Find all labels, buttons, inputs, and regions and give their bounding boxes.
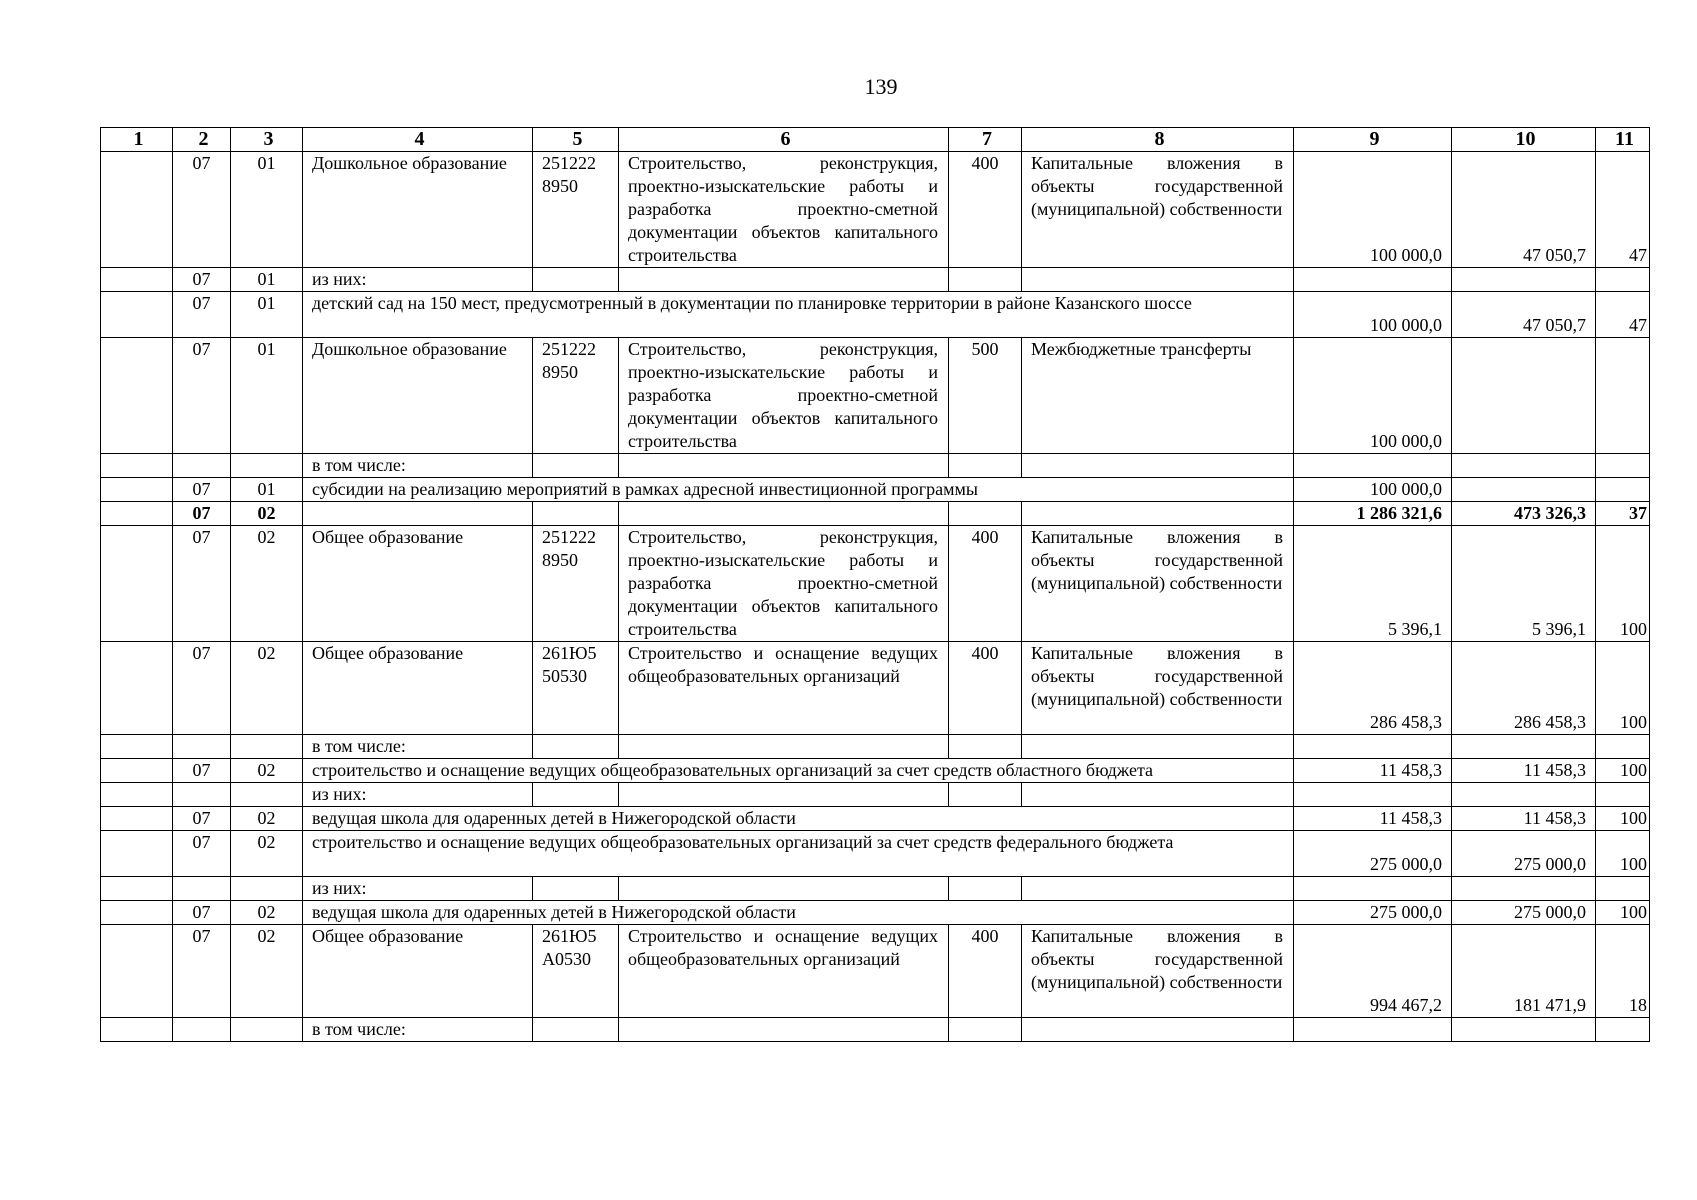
cell-subsection: 02 [231, 925, 303, 1018]
cell-purpose [619, 268, 949, 292]
cell-plan: 275 000,0 [1294, 901, 1452, 925]
cell-type-code: 400 [949, 526, 1022, 642]
header-row [101, 128, 1650, 152]
cell-actual: 11 458,3 [1452, 759, 1596, 783]
cell-type-code [949, 877, 1022, 901]
cell-purpose: Строительство, реконструкция, проектно-изыскательские работы и разработка проектно-сметной документации объектов капитального строительства [619, 152, 949, 268]
cell-subsection: 02 [231, 502, 303, 526]
cell-actual [1452, 1018, 1596, 1042]
header-cell: 5 [533, 128, 619, 152]
table-row [101, 338, 1650, 454]
cell-plan: 100 000,0 [1294, 292, 1452, 338]
cell-type-code [949, 502, 1022, 526]
cell-type-code [949, 1018, 1022, 1042]
cell-percent [1596, 877, 1650, 901]
cell-section: 07 [173, 268, 231, 292]
cell-1 [101, 292, 173, 338]
cell-type-name: Капитальные вложения в объекты государственной (муниципальной) собственности [1022, 925, 1294, 1018]
cell-code [533, 877, 619, 901]
cell-subsection [231, 783, 303, 807]
table-row [101, 1018, 1650, 1042]
cell-percent: 100 [1596, 831, 1650, 877]
cell-code [533, 268, 619, 292]
cell-percent: 37 [1596, 502, 1650, 526]
table-row [101, 783, 1650, 807]
cell-subsection: 02 [231, 807, 303, 831]
subtotal-row [101, 502, 1650, 526]
cell-section: 07 [173, 478, 231, 502]
cell-section: 07 [173, 526, 231, 642]
cell-percent: 100 [1596, 901, 1650, 925]
table-row [101, 901, 1650, 925]
cell-actual [1452, 783, 1596, 807]
cell-type-name: Межбюджетные трансферты [1022, 338, 1294, 454]
cell-section: 07 [173, 292, 231, 338]
cell-subsection: 01 [231, 152, 303, 268]
cell-plan: 11 458,3 [1294, 807, 1452, 831]
cell-type-name [1022, 783, 1294, 807]
cell-type-code [949, 735, 1022, 759]
cell-purpose [619, 454, 949, 478]
cell-percent [1596, 268, 1650, 292]
cell-actual: 47 050,7 [1452, 152, 1596, 268]
cell-plan [1294, 268, 1452, 292]
table-row [101, 925, 1650, 1018]
table-row [101, 642, 1650, 735]
cell-1 [101, 1018, 173, 1042]
cell-name: Общее образование [303, 526, 533, 642]
cell-type-name: Капитальные вложения в объекты государственной (муниципальной) собственности [1022, 152, 1294, 268]
cell-object-name: строительство и оснащение ведущих общеобразовательных организаций за счет средств областного бюджета [303, 759, 1294, 783]
cell-actual: 181 471,9 [1452, 925, 1596, 1018]
header-cell: 9 [1294, 128, 1452, 152]
cell-name: в том числе: [303, 454, 533, 478]
cell-name: в том числе: [303, 1018, 533, 1042]
cell-section [173, 783, 231, 807]
cell-1 [101, 759, 173, 783]
cell-code: 261Ю5 50530 [533, 642, 619, 735]
cell-purpose: Строительство, реконструкция, проектно-изыскательские работы и разработка проектно-сметной документации объектов капитального строительства [619, 526, 949, 642]
cell-percent [1596, 783, 1650, 807]
cell-type-code: 400 [949, 152, 1022, 268]
header-cell: 11 [1596, 128, 1650, 152]
cell-purpose: Строительство и оснащение ведущих общеобразовательных организаций [619, 925, 949, 1018]
cell-type-name [1022, 877, 1294, 901]
cell-name: из них: [303, 877, 533, 901]
header-cell: 7 [949, 128, 1022, 152]
cell-code [533, 454, 619, 478]
cell-code: 251222 8950 [533, 526, 619, 642]
cell-section [173, 877, 231, 901]
cell-section: 07 [173, 642, 231, 735]
cell-code [533, 502, 619, 526]
cell-type-code [949, 783, 1022, 807]
cell-actual: 11 458,3 [1452, 807, 1596, 831]
table-row [101, 268, 1650, 292]
cell-subsection: 02 [231, 831, 303, 877]
cell-type-name [1022, 1018, 1294, 1042]
cell-subsection [231, 1018, 303, 1042]
cell-name: Общее образование [303, 642, 533, 735]
cell-subsection: 02 [231, 901, 303, 925]
cell-1 [101, 783, 173, 807]
table-row [101, 292, 1650, 338]
header-cell: 2 [173, 128, 231, 152]
cell-1 [101, 502, 173, 526]
cell-type-name [1022, 502, 1294, 526]
cell-section: 07 [173, 502, 231, 526]
cell-actual [1452, 268, 1596, 292]
cell-purpose [619, 735, 949, 759]
header-cell: 3 [231, 128, 303, 152]
table-row [101, 877, 1650, 901]
cell-subsection [231, 735, 303, 759]
cell-plan: 100 000,0 [1294, 338, 1452, 454]
cell-subsection: 01 [231, 338, 303, 454]
cell-section: 07 [173, 925, 231, 1018]
cell-type-code [949, 268, 1022, 292]
cell-plan: 5 396,1 [1294, 526, 1452, 642]
cell-percent: 18 [1596, 925, 1650, 1018]
table-row [101, 152, 1650, 268]
cell-purpose [619, 877, 949, 901]
cell-name: Общее образование [303, 925, 533, 1018]
cell-section: 07 [173, 831, 231, 877]
table-row [101, 526, 1650, 642]
cell-1 [101, 478, 173, 502]
cell-subsection [231, 454, 303, 478]
cell-type-name [1022, 454, 1294, 478]
cell-object-name: ведущая школа для одаренных детей в Нижегородской области [303, 807, 1294, 831]
table-row [101, 759, 1650, 783]
cell-section: 07 [173, 807, 231, 831]
header-cell: 4 [303, 128, 533, 152]
cell-percent [1596, 1018, 1650, 1042]
cell-actual [1452, 478, 1596, 502]
cell-subsection [231, 877, 303, 901]
cell-plan [1294, 877, 1452, 901]
table-row [101, 831, 1650, 877]
cell-subsection: 02 [231, 759, 303, 783]
cell-plan [1294, 454, 1452, 478]
cell-name [303, 502, 533, 526]
cell-1 [101, 642, 173, 735]
cell-actual: 5 396,1 [1452, 526, 1596, 642]
cell-actual: 47 050,7 [1452, 292, 1596, 338]
cell-actual: 275 000,0 [1452, 901, 1596, 925]
cell-actual: 275 000,0 [1452, 831, 1596, 877]
cell-1 [101, 338, 173, 454]
cell-object-name: субсидии на реализацию мероприятий в рамках адресной инвестиционной программы [303, 478, 1294, 502]
cell-code: 261Ю5 А0530 [533, 925, 619, 1018]
cell-1 [101, 454, 173, 478]
cell-plan: 100 000,0 [1294, 152, 1452, 268]
cell-actual [1452, 338, 1596, 454]
cell-plan [1294, 735, 1452, 759]
cell-purpose [619, 1018, 949, 1042]
cell-section [173, 735, 231, 759]
cell-actual: 473 326,3 [1452, 502, 1596, 526]
cell-code [533, 735, 619, 759]
cell-1 [101, 526, 173, 642]
cell-plan: 1 286 321,6 [1294, 502, 1452, 526]
header-cell: 6 [619, 128, 949, 152]
cell-plan: 100 000,0 [1294, 478, 1452, 502]
cell-type-name: Капитальные вложения в объекты государственной (муниципальной) собственности [1022, 526, 1294, 642]
cell-percent [1596, 454, 1650, 478]
cell-subsection: 01 [231, 478, 303, 502]
cell-purpose: Строительство и оснащение ведущих общеобразовательных организаций [619, 642, 949, 735]
cell-plan [1294, 783, 1452, 807]
cell-subsection: 02 [231, 526, 303, 642]
cell-section: 07 [173, 152, 231, 268]
cell-subsection: 01 [231, 268, 303, 292]
cell-1 [101, 735, 173, 759]
cell-1 [101, 925, 173, 1018]
cell-type-code: 400 [949, 925, 1022, 1018]
cell-1 [101, 268, 173, 292]
page-number: 139 [864, 74, 898, 99]
cell-actual: 286 458,3 [1452, 642, 1596, 735]
cell-object-name: строительство и оснащение ведущих общеобразовательных организаций за счет средств федерального бюджета [303, 831, 1294, 877]
cell-percent: 100 [1596, 759, 1650, 783]
cell-percent: 47 [1596, 152, 1650, 268]
cell-actual [1452, 735, 1596, 759]
cell-purpose [619, 502, 949, 526]
cell-name: Дошкольное образование [303, 152, 533, 268]
cell-percent [1596, 478, 1650, 502]
cell-subsection: 01 [231, 292, 303, 338]
cell-1 [101, 807, 173, 831]
cell-code [533, 1018, 619, 1042]
cell-type-name: Капитальные вложения в объекты государственной (муниципальной) собственности [1022, 642, 1294, 735]
cell-1 [101, 152, 173, 268]
cell-section: 07 [173, 901, 231, 925]
cell-plan: 275 000,0 [1294, 831, 1452, 877]
cell-subsection: 02 [231, 642, 303, 735]
cell-percent: 47 [1596, 292, 1650, 338]
cell-percent [1596, 735, 1650, 759]
cell-type-code [949, 454, 1022, 478]
header-cell: 1 [101, 128, 173, 152]
cell-plan: 286 458,3 [1294, 642, 1452, 735]
cell-1 [101, 877, 173, 901]
cell-section: 07 [173, 338, 231, 454]
cell-percent [1596, 338, 1650, 454]
table-row [101, 735, 1650, 759]
cell-code [533, 783, 619, 807]
table-row [101, 454, 1650, 478]
cell-name: из них: [303, 783, 533, 807]
cell-plan: 994 467,2 [1294, 925, 1452, 1018]
cell-type-name [1022, 735, 1294, 759]
cell-code: 251222 8950 [533, 152, 619, 268]
cell-1 [101, 901, 173, 925]
cell-percent: 100 [1596, 526, 1650, 642]
cell-purpose: Строительство, реконструкция, проектно-изыскательские работы и разработка проектно-сметной документации объектов капитального строительства [619, 338, 949, 454]
table-row [101, 807, 1650, 831]
table-row [101, 478, 1650, 502]
cell-section [173, 1018, 231, 1042]
header-cell: 10 [1452, 128, 1596, 152]
cell-object-name: ведущая школа для одаренных детей в Нижегородской области [303, 901, 1294, 925]
cell-section [173, 454, 231, 478]
cell-type-code: 400 [949, 642, 1022, 735]
cell-plan [1294, 1018, 1452, 1042]
cell-actual [1452, 877, 1596, 901]
cell-name: из них: [303, 268, 533, 292]
cell-object-name: детский сад на 150 мест, предусмотренный в документации по планировке территории в районе Казанского шоссе [303, 292, 1294, 338]
cell-section: 07 [173, 759, 231, 783]
cell-type-code: 500 [949, 338, 1022, 454]
cell-1 [101, 831, 173, 877]
cell-code: 251222 8950 [533, 338, 619, 454]
cell-percent: 100 [1596, 807, 1650, 831]
cell-percent: 100 [1596, 642, 1650, 735]
cell-name: в том числе: [303, 735, 533, 759]
cell-purpose [619, 783, 949, 807]
budget-table [100, 127, 1650, 1042]
cell-type-name [1022, 268, 1294, 292]
cell-name: Дошкольное образование [303, 338, 533, 454]
cell-actual [1452, 454, 1596, 478]
header-cell: 8 [1022, 128, 1294, 152]
cell-plan: 11 458,3 [1294, 759, 1452, 783]
